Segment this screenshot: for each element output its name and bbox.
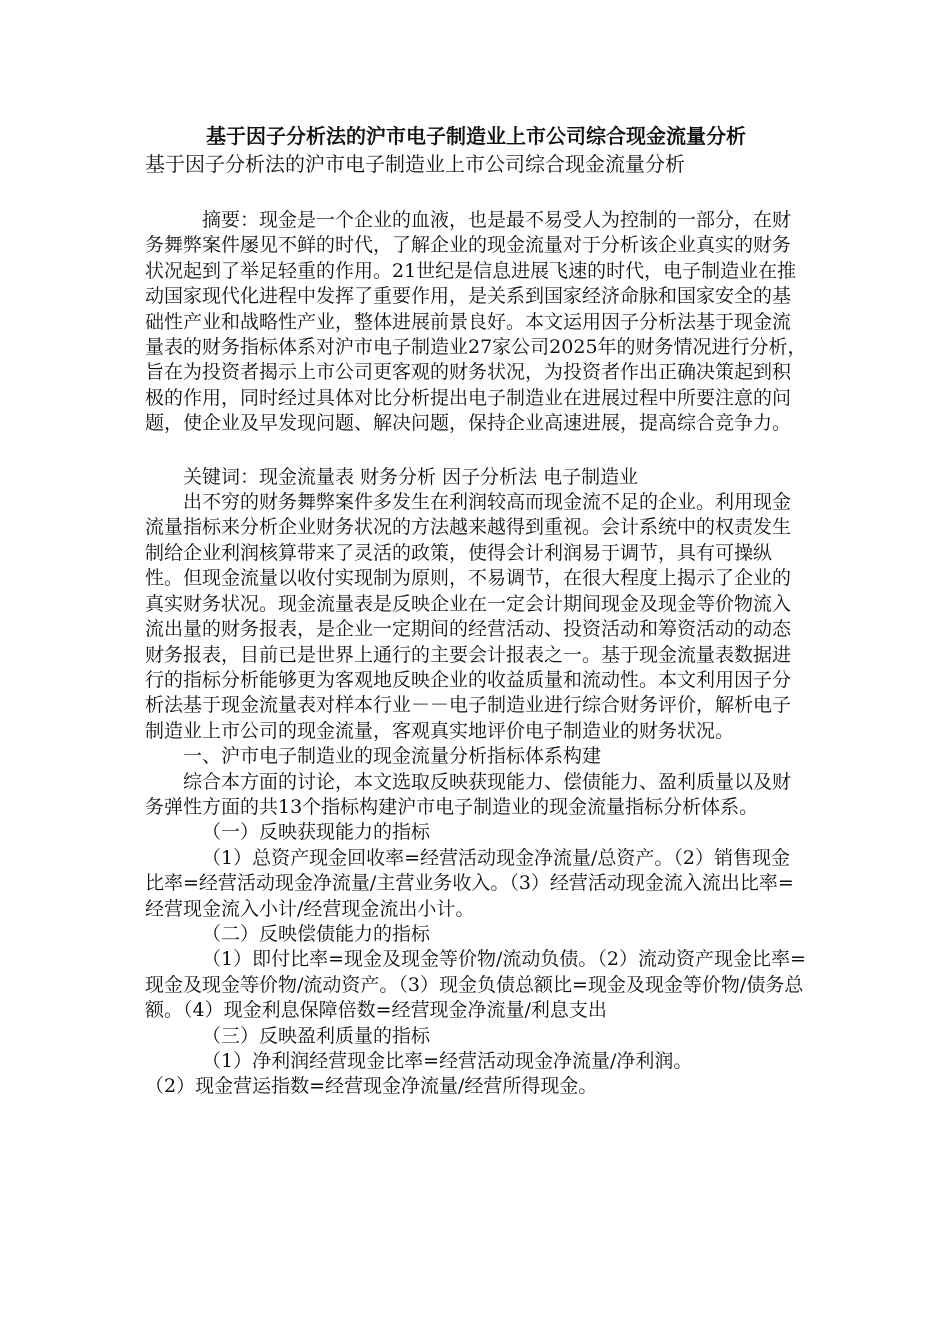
intro-paragraph: 出不穷的财务舞弊案件多发生在利润较高而现金流不足的企业。利用现金流量指标来分析企业财务状况的方法越来越得到重视。会计系统中的权责发生制给企业利润核算带来了灵活的政策，使得会计利润易于调节，具有可操纵性。但现金流量以收付实现制为原则，不易调节，在很大程度上揭示了企业的真实财务状况。现金流量表是反映企业在一定会计期间现金及现金等价物流入流出量的财务报表，是企业一定期间的经营活动、投资活动和筹资活动的动态财务报表，目前已是世界上通行的主要会计报表之一。基于现金流量表数据进行的指标分析能够更为客观地反映企业的收益质量和流动性。本文利用因子分析法基于现金流量表对样本行业－－电子制造业进行综合财务评价，解析电子制造业上市公司的现金流量，客观真实地评价电子制造业的财务状况。 xyxy=(145,491,792,742)
document-subtitle: 基于因子分析法的沪市电子制造业上市公司综合现金流量分析 xyxy=(145,152,685,176)
section-heading: 一、沪市电子制造业的现金流量分析指标体系构建 xyxy=(183,745,602,768)
subsection-heading-cash-ability: （一）反映获现能力的指标 xyxy=(202,821,431,844)
keywords-line: 关键词：现金流量表 财务分析 因子分析法 电子制造业 xyxy=(183,465,639,488)
subsection-heading-solvency: （二）反映偿债能力的指标 xyxy=(202,922,431,945)
abstract-paragraph: 摘要：现金是一个企业的血液，也是最不易受人为控制的一部分，在财务舞弊案件屡见不鲜的时代，了解企业的现金流量对于分析该企业真实的财务状况起到了举足轻重的作用。21世纪是信息进展飞速的时代，电子制造业在推动国家现代化进程中发挥了重要作用，是关系到国家经济命脉和国家安全的基础性产业和战略性产业，整体进展前景良好。本文运用因子分析法基于现金流量表的财务指标体系对沪市电子制造业27家公司2025年的财务情况进行分析，旨在为投资者揭示上市公司更客观的财务状况，为投资者作出正确决策起到积极的作用，同时经过具体对比分析提出电子制造业在进展过程中所要注意的问题，使企业及早发现问题、解决问题，保持企业高速进展，提高综合竞争力。 xyxy=(145,209,807,435)
document-page xyxy=(145,122,807,1100)
profit-quality-line-2: （2）现金营运指数=经营现金净流量/经营所得现金。 xyxy=(145,1075,598,1098)
profit-quality-line-1: （1）净利润经营现金比率=经营活动现金净流量/净利润。 xyxy=(202,1050,693,1072)
subsection-paragraph-solvency: （1）即付比率=现金及现金等价物/流动负债。（2）流动资产现金比率=现金及现金等价物/流动资产。（3）现金负债总额比=现金及现金等价物/债务总额。（4）现金利息保障倍数=经营现金净流量/利息支出 xyxy=(145,948,806,1022)
subsection-paragraph-cash-ability: （1）总资产现金回收率=经营活动现金净流量/总资产。（2）销售现金比率=经营活动现金净流量/主营业务收入。（3）经营活动现金流入流出比率=经营现金流入小计/经营现金流出小计。 xyxy=(145,846,794,920)
subsection-heading-profit-quality: （三）反映盈利质量的指标 xyxy=(202,1024,431,1047)
document-title: 基于因子分析法的沪市电子制造业上市公司综合现金流量分析 xyxy=(206,124,746,148)
section-paragraph: 综合本方面的讨论，本文选取反映获现能力、偿债能力、盈利质量以及财务弹性方面的共13个指标构建沪市电子制造业的现金流量指标分析体系。 xyxy=(145,770,792,818)
subsection-paragraph-profit-quality xyxy=(145,1049,807,1100)
